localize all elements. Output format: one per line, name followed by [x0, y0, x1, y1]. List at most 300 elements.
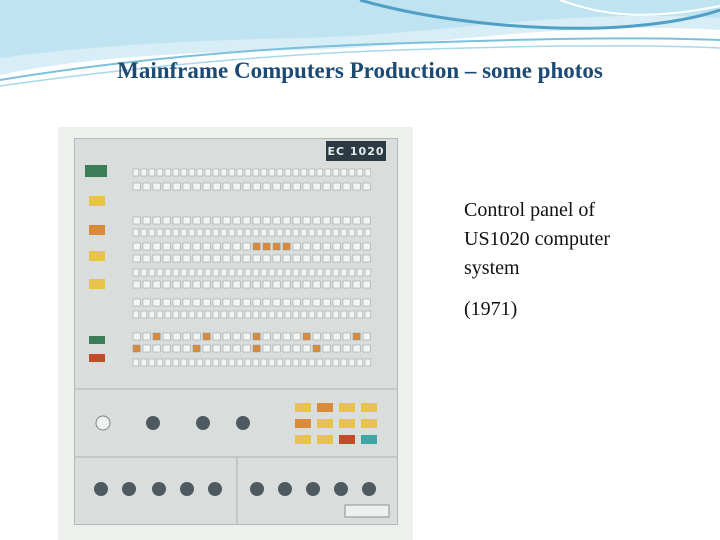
panel-lamp — [301, 229, 307, 236]
panel-lamp — [173, 299, 180, 306]
panel-lamp — [309, 311, 315, 318]
panel-lamp — [233, 281, 240, 288]
panel-lamp — [303, 333, 310, 340]
panel-lamp — [293, 345, 300, 352]
panel-lamp — [165, 311, 171, 318]
panel-lamp — [325, 169, 331, 176]
panel-lamp — [343, 281, 350, 288]
panel-lamp — [163, 183, 170, 190]
panel-lamp — [181, 359, 187, 366]
panel-lamp — [189, 229, 195, 236]
panel-lamp — [183, 243, 190, 250]
panel-lamp — [141, 229, 147, 236]
panel-lamp — [143, 217, 150, 224]
panel-lamp — [363, 183, 370, 190]
panel-lamp — [243, 243, 250, 250]
panel-lamp — [173, 255, 180, 262]
panel-lamp — [189, 311, 195, 318]
panel-lamp — [283, 345, 290, 352]
panel-lamp — [363, 281, 370, 288]
panel-lamp — [141, 311, 147, 318]
panel-lamp — [293, 269, 299, 276]
panel-lamp — [229, 169, 235, 176]
panel-lamp — [357, 169, 363, 176]
panel-lamp — [263, 183, 270, 190]
panel-lamp — [153, 243, 160, 250]
panel-lamp — [197, 229, 203, 236]
panel-lamp — [223, 243, 230, 250]
panel-lamp — [253, 169, 259, 176]
panel-lamp — [183, 345, 190, 352]
panel-lamp — [293, 255, 300, 262]
swoosh-decoration-icon — [0, 0, 720, 110]
panel-lamp — [203, 281, 210, 288]
panel-lamp — [273, 281, 280, 288]
panel-lamp — [323, 255, 330, 262]
panel-lamp — [313, 333, 320, 340]
panel-lamp — [253, 243, 260, 250]
panel-lamp — [213, 255, 220, 262]
panel-lamp — [365, 359, 371, 366]
panel-lamp — [221, 311, 227, 318]
panel-lamp — [353, 217, 360, 224]
panel-lamp — [309, 269, 315, 276]
panel-lamp — [193, 255, 200, 262]
panel-lamp — [173, 333, 180, 340]
panel-lamp — [353, 281, 360, 288]
panel-lamp — [163, 243, 170, 250]
panel-lamp — [205, 269, 211, 276]
panel-lamp — [223, 255, 230, 262]
panel-lamp — [253, 359, 259, 366]
panel-lamp — [285, 269, 291, 276]
panel-lamp — [333, 255, 340, 262]
panel-lamp — [213, 217, 220, 224]
panel-lamp — [253, 183, 260, 190]
panel-lamp — [193, 299, 200, 306]
panel-lamp — [237, 229, 243, 236]
panel-lamp — [277, 359, 283, 366]
panel-lamp — [157, 359, 163, 366]
panel-lamp — [213, 311, 219, 318]
panel-lamp — [313, 345, 320, 352]
panel-lamp — [269, 311, 275, 318]
panel-lamp — [363, 299, 370, 306]
panel-lamp — [221, 229, 227, 236]
panel-lamp — [309, 229, 315, 236]
caption-line-3: system — [464, 257, 520, 279]
panel-lamp — [183, 183, 190, 190]
lamp-rows — [133, 169, 371, 366]
panel-lamp — [157, 169, 163, 176]
panel-lamp — [365, 229, 371, 236]
panel-lamp — [203, 183, 210, 190]
panel-lamp — [233, 243, 240, 250]
panel-lamp — [293, 333, 300, 340]
panel-lamp — [285, 311, 291, 318]
panel-lamp — [303, 183, 310, 190]
panel-lamp — [203, 217, 210, 224]
panel-lamp — [263, 243, 270, 250]
panel-lamp — [349, 311, 355, 318]
panel-lamp — [303, 217, 310, 224]
system-placard: ЕС 1020 — [326, 141, 386, 161]
panel-lamp — [237, 269, 243, 276]
panel-lamp — [173, 345, 180, 352]
panel-lamp — [243, 345, 250, 352]
panel-lamp — [181, 311, 187, 318]
panel-lamp — [343, 217, 350, 224]
panel-lamp — [333, 243, 340, 250]
caption-year: (1971) — [464, 298, 518, 320]
panel-lamp — [213, 229, 219, 236]
panel-lamp — [365, 269, 371, 276]
panel-lamp — [143, 281, 150, 288]
panel-lamp — [357, 269, 363, 276]
panel-lamp — [253, 255, 260, 262]
panel-lamp — [273, 217, 280, 224]
panel-lamp — [221, 169, 227, 176]
panel-lamp — [323, 345, 330, 352]
panel-lamp — [133, 281, 140, 288]
panel-lamp — [353, 345, 360, 352]
panel-lamp — [333, 169, 339, 176]
panel-lamp — [293, 243, 300, 250]
panel-lamp — [253, 281, 260, 288]
panel-lamp — [133, 183, 140, 190]
panel-lamp — [263, 345, 270, 352]
panel-lamp — [149, 169, 155, 176]
panel-lamp — [273, 183, 280, 190]
panel-lamp — [353, 183, 360, 190]
panel-lamp — [341, 311, 347, 318]
panel-lamp — [349, 169, 355, 176]
panel-lamp — [193, 333, 200, 340]
panel-lamp — [165, 269, 171, 276]
panel-lamp — [293, 359, 299, 366]
panel-lamp — [181, 229, 187, 236]
panel-lamp — [229, 359, 235, 366]
panel-lamp — [317, 269, 323, 276]
panel-lamp — [183, 333, 190, 340]
panel-lamp — [193, 281, 200, 288]
panel-lamp — [341, 359, 347, 366]
panel-lamp — [245, 229, 251, 236]
panel-lamp — [283, 281, 290, 288]
panel-lamp — [141, 269, 147, 276]
panel-lamp — [133, 299, 140, 306]
panel-lamp — [197, 359, 203, 366]
panel-lamp — [243, 333, 250, 340]
panel-lamp — [343, 299, 350, 306]
panel-lamp — [243, 183, 250, 190]
panel-lamp — [283, 333, 290, 340]
panel-lamp — [233, 255, 240, 262]
panel-lamp — [323, 183, 330, 190]
panel-lamp — [277, 169, 283, 176]
panel-lamp — [353, 333, 360, 340]
panel-lamp — [133, 217, 140, 224]
panel-lamp — [163, 299, 170, 306]
panel-lamp — [229, 229, 235, 236]
panel-lamp — [333, 333, 340, 340]
panel-lamp — [153, 255, 160, 262]
panel-lamp — [263, 217, 270, 224]
panel-lamp — [163, 255, 170, 262]
panel-lamp — [197, 311, 203, 318]
panel-lamp — [253, 269, 259, 276]
panel-lamp — [317, 359, 323, 366]
panel-lamp — [149, 269, 155, 276]
panel-lamp — [343, 345, 350, 352]
panel-lamp — [143, 183, 150, 190]
panel-lamp — [363, 345, 370, 352]
panel-lamp — [363, 333, 370, 340]
panel-lamp — [133, 169, 139, 176]
panel-lamp — [213, 269, 219, 276]
panel-lamp — [313, 183, 320, 190]
panel-lamp — [363, 217, 370, 224]
panel-lamp — [213, 169, 219, 176]
panel-lamp — [133, 359, 139, 366]
panel-lamp — [143, 333, 150, 340]
panel-lamp — [205, 311, 211, 318]
panel-lamp — [253, 345, 260, 352]
panel-lamp — [333, 269, 339, 276]
panel-lamp — [363, 243, 370, 250]
panel-lamp — [263, 281, 270, 288]
photo-caption — [464, 196, 664, 324]
panel-lamp — [269, 359, 275, 366]
panel-lamp — [253, 311, 259, 318]
panel-lamp — [325, 311, 331, 318]
panel-lamp — [213, 345, 220, 352]
panel-lamp — [189, 359, 195, 366]
panel-lamp — [133, 229, 139, 236]
panel-lamp — [133, 243, 140, 250]
panel-lamp — [365, 169, 371, 176]
panel-lamp — [261, 169, 267, 176]
panel-lamp — [189, 169, 195, 176]
panel-lamp — [301, 311, 307, 318]
panel-lamp — [165, 359, 171, 366]
panel-lamp — [197, 269, 203, 276]
panel-lamp — [149, 229, 155, 236]
panel-lamp — [213, 281, 220, 288]
panel-lamp — [173, 217, 180, 224]
panel-lamp — [349, 359, 355, 366]
panel-lamp — [213, 333, 220, 340]
panel-lamp — [173, 311, 179, 318]
panel-lamp — [293, 299, 300, 306]
panel-lamp — [343, 333, 350, 340]
panel-lamp — [189, 269, 195, 276]
panel-lamp — [163, 217, 170, 224]
panel-lamp — [223, 183, 230, 190]
panel-lamp — [313, 255, 320, 262]
panel-lamp — [285, 229, 291, 236]
panel-lamp — [283, 243, 290, 250]
panel-lamp — [323, 281, 330, 288]
panel-lamp — [245, 359, 251, 366]
panel-lamp — [253, 217, 260, 224]
panel-lamp — [143, 299, 150, 306]
panel-lamp — [183, 299, 190, 306]
panel-lamp — [153, 281, 160, 288]
panel-lamp — [223, 281, 230, 288]
panel-lamp — [153, 333, 160, 340]
panel-lamp — [197, 169, 203, 176]
panel-lamp — [357, 229, 363, 236]
panel-lamp — [223, 333, 230, 340]
panel-lamp — [133, 269, 139, 276]
panel-lamp — [143, 243, 150, 250]
panel-lamp — [333, 345, 340, 352]
panel-lamp — [285, 169, 291, 176]
panel-lamp — [163, 333, 170, 340]
panel-lamp — [229, 269, 235, 276]
panel-lamp — [181, 269, 187, 276]
panel-lamp — [253, 299, 260, 306]
panel-lamp — [173, 243, 180, 250]
panel-lamp — [183, 281, 190, 288]
panel-lamp — [273, 243, 280, 250]
panel-lamp — [333, 217, 340, 224]
panel-lamp — [245, 311, 251, 318]
panel-lamp — [261, 311, 267, 318]
panel-lamp — [277, 229, 283, 236]
panel-lamp — [229, 311, 235, 318]
panel-lamp — [133, 333, 140, 340]
panel-lamp — [323, 333, 330, 340]
panel-lamp — [313, 299, 320, 306]
panel-lamp — [293, 183, 300, 190]
panel-lamp — [193, 217, 200, 224]
panel-lamp — [269, 269, 275, 276]
panel-lamp — [303, 299, 310, 306]
panel-lamp — [253, 229, 259, 236]
panel-lamp — [325, 359, 331, 366]
panel-lamp — [153, 183, 160, 190]
panel-lamp — [133, 255, 140, 262]
panel-lamp — [149, 311, 155, 318]
panel-lamp — [157, 269, 163, 276]
panel-lamp — [133, 345, 140, 352]
panel-lamp — [301, 359, 307, 366]
panel-lamp — [237, 359, 243, 366]
panel-lamp — [313, 243, 320, 250]
panel-lamp — [143, 255, 150, 262]
panel-lamp — [341, 269, 347, 276]
panel-lamp — [301, 269, 307, 276]
panel-lamp — [349, 229, 355, 236]
panel-lamp — [353, 299, 360, 306]
panel-lamp — [317, 311, 323, 318]
panel-lamp — [357, 311, 363, 318]
panel-lamp — [303, 281, 310, 288]
panel-lamp — [141, 169, 147, 176]
panel-lamp — [205, 229, 211, 236]
panel-lamp — [325, 229, 331, 236]
panel-lamp — [273, 255, 280, 262]
panel-lamp — [163, 345, 170, 352]
panel-lamp — [323, 299, 330, 306]
panel-lamp — [183, 217, 190, 224]
panel-lamp — [293, 229, 299, 236]
panel-lamp — [313, 281, 320, 288]
control-panel-drawing — [75, 139, 397, 524]
panel-lamp — [263, 299, 270, 306]
panel-lamp — [203, 345, 210, 352]
slide-title: Mainframe Computers Production – some photos — [117, 58, 603, 83]
panel-lamp — [233, 217, 240, 224]
panel-lamp — [285, 359, 291, 366]
panel-lamp — [213, 183, 220, 190]
panel-lamp — [293, 281, 300, 288]
panel-lamp — [317, 229, 323, 236]
panel-lamp — [213, 299, 220, 306]
panel-lamp — [363, 255, 370, 262]
panel-lamp — [173, 269, 179, 276]
panel-lamp — [273, 345, 280, 352]
panel-lamp — [261, 359, 267, 366]
panel-lamp — [157, 311, 163, 318]
panel-lamp — [301, 169, 307, 176]
panel-lamp — [237, 169, 243, 176]
panel-lamp — [283, 183, 290, 190]
panel-lamp — [261, 229, 267, 236]
panel-lamp — [343, 255, 350, 262]
panel-lamp — [173, 281, 180, 288]
panel-lamp — [323, 243, 330, 250]
panel-lamp — [269, 169, 275, 176]
panel-lamp — [261, 269, 267, 276]
panel-lamp — [341, 229, 347, 236]
panel-lamp — [233, 333, 240, 340]
panel-lamp — [313, 217, 320, 224]
panel-lamp — [269, 229, 275, 236]
panel-lamp — [243, 281, 250, 288]
panel-lamp — [303, 255, 310, 262]
panel-lamp — [205, 169, 211, 176]
caption-line-1: Control panel of — [464, 199, 596, 221]
panel-lamp — [153, 345, 160, 352]
panel-lamp — [293, 217, 300, 224]
panel-lamp — [233, 183, 240, 190]
panel-lamp — [165, 169, 171, 176]
panel-lamp — [365, 311, 371, 318]
panel-lamp — [245, 269, 251, 276]
panel-lamp — [223, 345, 230, 352]
panel-lamp — [233, 345, 240, 352]
panel-lamp — [203, 243, 210, 250]
panel-lamp — [193, 345, 200, 352]
panel-lamp — [341, 169, 347, 176]
caption-line-2: US1020 computer — [464, 228, 611, 250]
panel-lamp — [273, 299, 280, 306]
panel-lamp — [333, 299, 340, 306]
panel-lamp — [193, 243, 200, 250]
panel-lamp — [143, 345, 150, 352]
panel-lamp — [245, 169, 251, 176]
panel-lamp — [353, 243, 360, 250]
panel-lamp — [283, 255, 290, 262]
panel-lamp — [203, 255, 210, 262]
panel-lamp — [317, 169, 323, 176]
panel-lamp — [303, 243, 310, 250]
panel-lamp — [283, 217, 290, 224]
panel-lamp — [153, 217, 160, 224]
